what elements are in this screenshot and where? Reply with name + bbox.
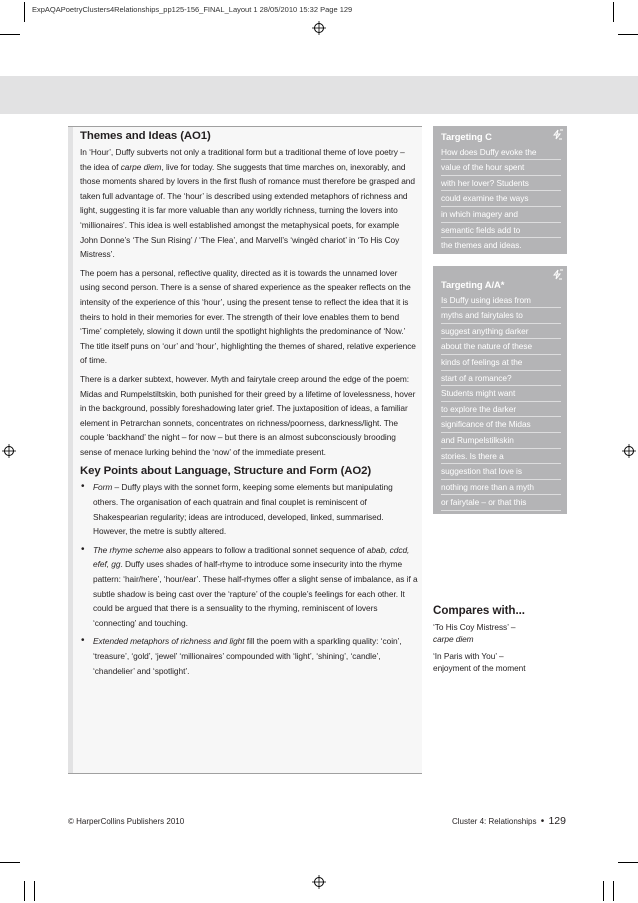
list-item: • The rhyme scheme also appears to follow a traditional sonnet sequence of abab, cdcd, efef, gg. Duffy uses shades of half-rhyme to introduce some insecurity into the rhyme pattern: ‘hair/here’, ‘hour/ear’. These half-rhymes offer a slight sense of imbalance, as if a subtle shadow is being cast over the ‘rapture’ of the couple’s feelings for each other. It could be argued that there is a sensuality to the rhyming, reminiscent of lovers ‘connecting’ and touching. (80, 543, 418, 631)
bullet: • (540, 816, 545, 827)
targeting-c-box (433, 126, 567, 254)
list-item: • Extended metaphors of richness and light fill the poem with a sparkling quality: ‘coin’, ‘treasure’, ‘gold’, ‘jewel’ ‘millionaires’ compounded with ‘light’, ‘shining’, ‘candle’, ‘chandelier’ and ‘spotlight’. (80, 634, 418, 678)
crop-mark (24, 2, 25, 22)
crop-mark (0, 34, 20, 35)
compares-heading: Compares with... (433, 604, 525, 617)
targeting-aa-box (433, 266, 567, 523)
copyright: © HarperCollins Publishers 2010 (68, 817, 185, 826)
registration-mark-icon (622, 444, 636, 458)
crop-mark (618, 862, 638, 863)
targeting-c-title: Targeting C (441, 131, 492, 142)
registration-mark-icon (2, 444, 16, 458)
themes-paragraph-3: There is a darker subtext, however. Myth and fairytale creep around the edge of the poem: Midas and Rumpelstiltskin, both punished for their greed by a lifetime of lovelessness, hover in the background, possibly foreshadowing later grief. The juxtaposition of ideas, a familiar element in Petrarchan sonnets, concentrates on richness/poorness, darkness/light. The couple ‘backhand’ the night – for now – but there is an almost subconsciously brooding sense of menace lurking behind the ‘now’ of the immediate present. (80, 373, 416, 457)
crop-mark (34, 881, 35, 901)
registration-mark-icon (312, 21, 326, 35)
crop-mark (0, 862, 20, 863)
print-slug: ExpAQAPoetryClusters4Relationships_pp125-156_FINAL_Layout 1 28/05/2010 15:32 Page 129 (32, 5, 353, 14)
crop-mark (613, 881, 614, 901)
targeting-aa-title: Targeting A/A* (441, 279, 505, 290)
target-arrow-icon (553, 129, 564, 140)
page-number: 129 (548, 815, 566, 827)
targeting-aa-body: Is Duffy using ideas from myths and fairytales to suggest anything darker about the nature of these kinds of feelings at the start of a romance? Students might want to explore the darker significance of the Midas and Rumpelstilkskin stories. Is there a suggestion that love is nothing more than a myth or fairytale – or that this hour can’t last? (441, 293, 561, 526)
compares-item: ‘In Paris with You’ – enjoyment of the moment (433, 650, 526, 673)
header-band (0, 76, 638, 114)
themes-paragraph-2: The poem has a personal, reflective quality, directed as it is towards the unnamed lover using second person. There is a sense of shared experience as the speaker reflects on the intensity of the experience of this ‘hour’, using the present tense to reflect the idea that it is theirs to hold in their memories for ever. The strength of their love enables them to bend ‘Time’ completely, slowing it down until the spotlight highlights the predominance of ‘Now.’ The title itself puns on ‘our’ and ‘hour’, highlighting the themes of shared, relative experience of time. (80, 267, 416, 366)
main-content-box (68, 126, 422, 774)
targeting-c-body: How does Duffy evoke the value of the hour spent with her lover? Students could examine the ways in which imagery and semantic fields add to the themes and ideas. (441, 145, 561, 253)
crop-mark (613, 2, 614, 22)
crop-mark (603, 881, 604, 901)
themes-heading: Themes and Ideas (AO1) (80, 130, 211, 142)
page-footer (452, 815, 566, 827)
compares-with-panel (433, 605, 573, 678)
crop-mark (24, 881, 25, 901)
target-arrow-icon (553, 269, 564, 280)
keypoints-list (80, 480, 418, 678)
compares-item: ‘To His Coy Mistress’ – carpe diem (433, 622, 516, 645)
registration-mark-icon (312, 875, 326, 889)
keypoints-heading: Key Points about Language, Structure and Form (AO2) (80, 465, 372, 478)
cluster-label: Cluster 4: Relationships (452, 817, 537, 826)
themes-paragraph-1: In ‘Hour’, Duffy subverts not only a traditional form but a traditional theme of love poetry – the idea of carpe diem, live for today. She suggests that time marches on, inexorably, and those moments shared by lovers in the first flush of romance must therefore be grasped and taken full advantage of. The ‘hour’ is described using extended metaphors of richness and light, suggesting it is far more valuable than any worldly richness, turning the lovers into ‘millionaires’. This idea is well established amongst the metaphysical poets, for example John Donne’s ‘The Sun Rising’ / ‘The Flea’, and Marvell’s ‘wingèd chariot’ in ‘To His Coy Mistress’. (80, 147, 415, 260)
crop-mark (618, 34, 638, 35)
list-item: • Form – Duffy plays with the sonnet form, keeping some elements but manipulating others. The organisation of each quatrain and final couplet is reminiscent of Shakespearian regularity; ideas are introduced, developed, linked, summarised. However, the metre is subtly altered. (80, 480, 418, 538)
main-text (80, 130, 418, 682)
